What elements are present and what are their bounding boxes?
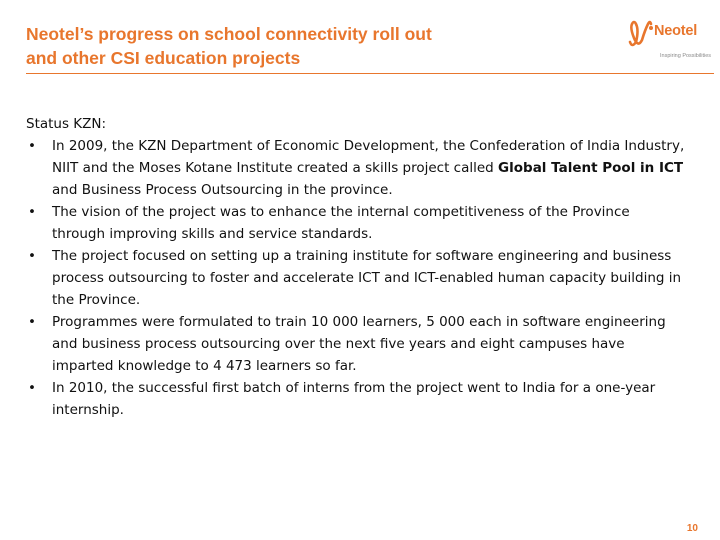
title-divider <box>26 73 714 74</box>
slide-title-line-1: Neotel’s progress on school connectivity roll out <box>26 24 432 44</box>
slide-title <box>26 22 586 70</box>
logo-tagline: Inspiring Possibilities <box>660 53 712 59</box>
bullet-text: Programmes were formulated to train 10 000 learners, 5 000 each in software engineering and business process outsourcing over the next five years and eight campuses have imparted knowledge to 4 473 learners so far. <box>52 314 666 374</box>
bullet-item <box>26 245 686 311</box>
bullet-marker: • <box>28 380 36 396</box>
logo-wordmark: Neotel <box>654 23 698 39</box>
bullet-text-part: and Business Process Outsourcing in the province. <box>52 182 393 198</box>
neotel-logo <box>624 14 716 66</box>
bullet-item <box>26 201 686 245</box>
bullet-text: The vision of the project was to enhance the internal competitiveness of the Province through improving skills and service standards. <box>52 204 630 242</box>
bullet-text-part: In 2009, the KZN Department of Economic Development, the Confederation of India Industry, NIIT and the Moses Kotane Institute created a skills project called <box>52 138 685 176</box>
bullet-list <box>26 135 686 421</box>
page-number: 10 <box>686 523 698 534</box>
slide-content <box>26 113 686 421</box>
bullet-text: In 2010, the successful first batch of interns from the project went to India for a one-year internship. <box>52 380 656 418</box>
bullet-item <box>26 377 686 421</box>
neotel-mark-icon <box>626 18 656 52</box>
bullet-text-emphasis: Global Talent Pool in ICT <box>498 160 684 176</box>
bullet-marker: • <box>28 204 36 220</box>
bullet-marker: • <box>28 248 36 264</box>
bullet-item <box>26 135 686 201</box>
bullet-text: The project focused on setting up a training institute for software engineering and business process outsourcing to foster and accelerate ICT and ICT-enabled human capacity building in the Province. <box>52 248 682 308</box>
bullet-item <box>26 311 686 377</box>
bullet-marker: • <box>28 138 36 154</box>
section-heading: Status KZN: <box>26 116 107 132</box>
bullet-marker: • <box>28 314 36 330</box>
slide-title-line-2: and other CSI education projects <box>26 48 301 68</box>
